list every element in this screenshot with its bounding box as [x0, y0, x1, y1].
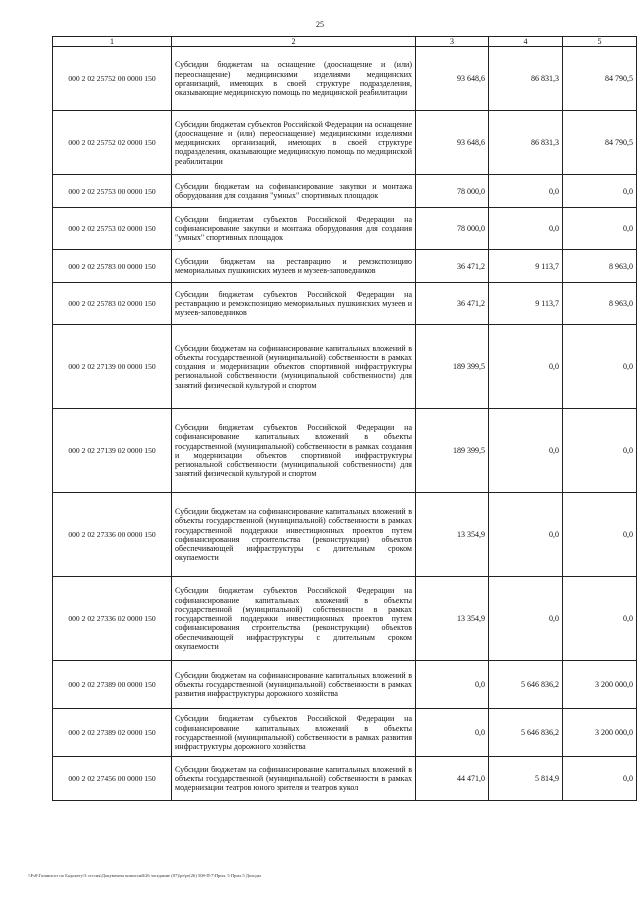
budget-code-cell: 000 2 02 27389 00 0000 150 [53, 661, 172, 709]
amount-year-3-cell: 0,0 [563, 175, 637, 208]
table-row [53, 493, 637, 577]
description-cell: Субсидии бюджетам на софинансирование закупки и монтажа оборудования для создания "умных" спортивных площадок [172, 175, 416, 208]
amount-year-2-cell: 5 646 836,2 [489, 709, 563, 757]
budget-code-cell: 000 2 02 25753 00 0000 150 [53, 175, 172, 208]
amount-year-1-cell: 36 471,2 [416, 283, 489, 325]
description-cell: Субсидии бюджетам субъектов Российской Федерации на софинансирование капитальных вложений в объекты государственной (муниципальной) собственности в рамках государственной поддержки инвестиционных проектов путем софинансирования строительства (реконструкции) объектов обеспечивающей инфраструктуры с длительным сроком окупаемости [172, 577, 416, 661]
table-header-row [53, 37, 637, 47]
amount-year-3-cell: 0,0 [563, 577, 637, 661]
description-cell: Субсидии бюджетам субъектов Российской Федерации на софинансирование капитальных вложений в объекты государственной (муниципальной) собственности в рамках создания и модернизации объектов спортивной инфраструктуры региональной собственности (муниципальной собственности) для занятий физической культурой и спортом [172, 409, 416, 493]
description-cell: Субсидии бюджетам субъектов Российской Федерации на софинансирование закупки и монтажа оборудования для создания "умных" спортивных площадок [172, 208, 416, 250]
amount-year-2-cell: 9 113,7 [489, 283, 563, 325]
amount-year-2-cell: 0,0 [489, 325, 563, 409]
amount-year-1-cell: 0,0 [416, 709, 489, 757]
budget-code-cell: 000 2 02 27389 02 0000 150 [53, 709, 172, 757]
amount-year-2-cell: 86 831,3 [489, 111, 563, 175]
budget-code-cell: 000 2 02 27139 02 0000 150 [53, 409, 172, 493]
amount-year-2-cell: 5 646 836,2 [489, 661, 563, 709]
page-number: 25 [316, 20, 324, 29]
budget-code-cell: 000 2 02 25783 00 0000 150 [53, 250, 172, 283]
amount-year-2-cell: 0,0 [489, 175, 563, 208]
description-cell: Субсидии бюджетам на софинансирование капитальных вложений в объекты государственной (муниципальной) собственности в рамках развития инфраструктуры дорожного хозяйства [172, 661, 416, 709]
budget-code-cell: 000 2 02 25752 00 0000 150 [53, 47, 172, 111]
amount-year-1-cell: 93 648,6 [416, 47, 489, 111]
amount-year-1-cell: 78 000,0 [416, 208, 489, 250]
amount-year-2-cell: 86 831,3 [489, 47, 563, 111]
amount-year-2-cell: 0,0 [489, 577, 563, 661]
amount-year-3-cell: 0,0 [563, 757, 637, 801]
amount-year-3-cell: 8 963,0 [563, 283, 637, 325]
column-header: 3 [416, 37, 489, 47]
table-row [53, 175, 637, 208]
budget-code-cell: 000 2 02 27139 00 0000 150 [53, 325, 172, 409]
description-cell: Субсидии бюджетам на оснащение (дооснащение и (или) переоснащение) медицинскими изделиями медицинских организаций, имеющих в своей структуре подразделения, оказывающие медицинскую помощь по медицинской реабилитации [172, 47, 416, 111]
budget-code-cell: 000 2 02 27336 00 0000 150 [53, 493, 172, 577]
amount-year-1-cell: 0,0 [416, 661, 489, 709]
amount-year-3-cell: 0,0 [563, 409, 637, 493]
column-header: 2 [172, 37, 416, 47]
amount-year-3-cell: 8 963,0 [563, 250, 637, 283]
amount-year-2-cell: 9 113,7 [489, 250, 563, 283]
table-row [53, 47, 637, 111]
amount-year-1-cell: 78 000,0 [416, 175, 489, 208]
footer-file-path: \\Fs0\Газанисот по Бадокету\3 сессия\Документы комиссий\26 заседание (07)\pr\pr(26) 508-П-7\Прил. 5 Прил.5 Доходы [28, 873, 261, 878]
amount-year-3-cell: 0,0 [563, 208, 637, 250]
description-cell: Субсидии бюджетам на софинансирование капитальных вложений в объекты государственной (муниципальной) собственности в рамках модернизации театров юного зрителя и театров кукол [172, 757, 416, 801]
amount-year-2-cell: 0,0 [489, 493, 563, 577]
amount-year-1-cell: 189 399,5 [416, 325, 489, 409]
table-row [53, 409, 637, 493]
column-header: 4 [489, 37, 563, 47]
budget-code-cell: 000 2 02 25752 02 0000 150 [53, 111, 172, 175]
amount-year-3-cell: 3 200 000,0 [563, 661, 637, 709]
amount-year-1-cell: 93 648,6 [416, 111, 489, 175]
column-header: 1 [53, 37, 172, 47]
table-row [53, 325, 637, 409]
description-cell: Субсидии бюджетам субъектов Российской Федерации на реставрацию и ремэкспозицию мемориальных пушкинских музеев и музеев-заповедников [172, 283, 416, 325]
budget-code-cell: 000 2 02 25753 02 0000 150 [53, 208, 172, 250]
amount-year-1-cell: 13 354,9 [416, 577, 489, 661]
amount-year-2-cell: 0,0 [489, 208, 563, 250]
budget-code-cell: 000 2 02 27456 00 0000 150 [53, 757, 172, 801]
table-row [53, 661, 637, 709]
amount-year-3-cell: 0,0 [563, 325, 637, 409]
amount-year-1-cell: 44 471,0 [416, 757, 489, 801]
amount-year-2-cell: 0,0 [489, 409, 563, 493]
amount-year-1-cell: 13 354,9 [416, 493, 489, 577]
description-cell: Субсидии бюджетам на софинансирование капитальных вложений в объекты государственной (муниципальной) собственности в рамках государственной поддержки инвестиционных проектов путем софинансирования строительства (реконструкции) объектов обеспечивающей инфраструктуры с длительным сроком окупаемости [172, 493, 416, 577]
description-cell: Субсидии бюджетам субъектов Российской Федерации на софинансирование капитальных вложений в объекты государственной (муниципальной) собственности в рамках развития инфраструктуры дорожного хозяйства [172, 709, 416, 757]
table-row [53, 111, 637, 175]
table-row [53, 709, 637, 757]
description-cell: Субсидии бюджетам на софинансирование капитальных вложений в объекты государственной (муниципальной) собственности в рамках создания и модернизации объектов спортивной инфраструктуры региональной собственности (муниципальной собственности) для занятий физической культурой и спортом [172, 325, 416, 409]
table-body [53, 47, 637, 801]
amount-year-3-cell: 0,0 [563, 493, 637, 577]
revenue-table [52, 36, 637, 801]
amount-year-3-cell: 84 790,5 [563, 47, 637, 111]
amount-year-3-cell: 84 790,5 [563, 111, 637, 175]
table-row [53, 283, 637, 325]
table-row [53, 577, 637, 661]
description-cell: Субсидии бюджетам субъектов Российской Федерации на оснащение (дооснащение и (или) переоснащение) медицинскими изделиями медицинских организаций, имеющих в своей структуре подразделения, оказывающие медицинскую помощь по медицинской реабилитации [172, 111, 416, 175]
amount-year-1-cell: 189 399,5 [416, 409, 489, 493]
table-row [53, 250, 637, 283]
table-row [53, 757, 637, 801]
column-header: 5 [563, 37, 637, 47]
amount-year-2-cell: 5 814,9 [489, 757, 563, 801]
budget-code-cell: 000 2 02 27336 02 0000 150 [53, 577, 172, 661]
description-cell: Субсидии бюджетам на реставрацию и ремэкспозицию мемориальных пушкинских музеев и музеев-заповедников [172, 250, 416, 283]
budget-code-cell: 000 2 02 25783 02 0000 150 [53, 283, 172, 325]
amount-year-3-cell: 3 200 000,0 [563, 709, 637, 757]
amount-year-1-cell: 36 471,2 [416, 250, 489, 283]
table-row [53, 208, 637, 250]
